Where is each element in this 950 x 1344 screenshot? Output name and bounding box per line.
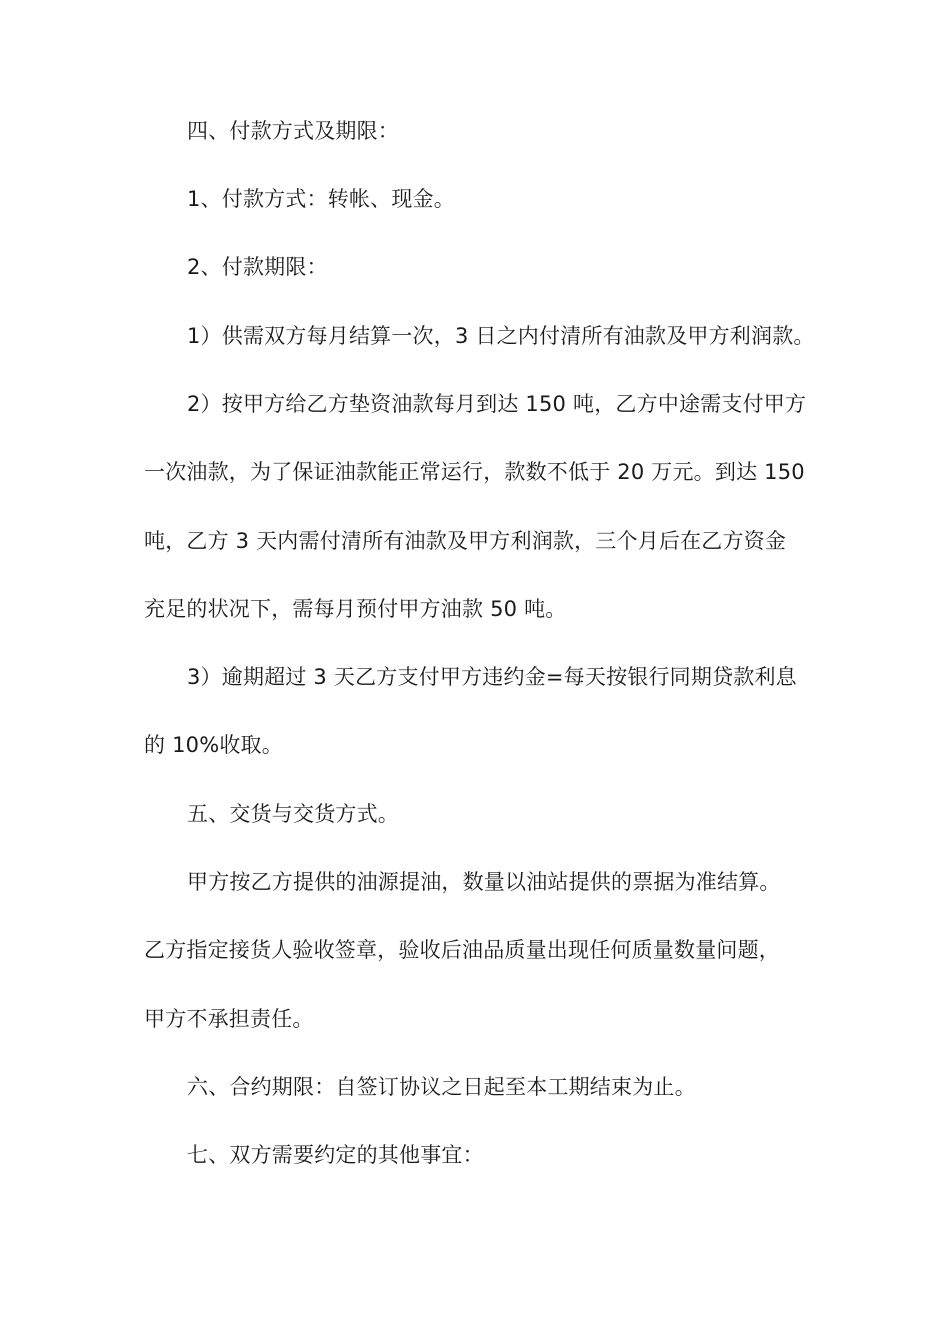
delivery-paragraph-line-2: 乙方指定接货人验收签章，验收后油品质量出现任何质量数量问题， [144,938,780,962]
payment-term-item-3-line-2: 的 10%收取。 [144,733,283,757]
payment-method: 1、付款方式：转帐、现金。 [187,187,455,211]
section-heading-delivery: 五、交货与交货方式。 [187,802,399,826]
delivery-paragraph-line-3: 甲方不承担责任。 [144,1007,314,1031]
delivery-paragraph-line-1: 甲方按乙方提供的油源提油，数量以油站提供的票据为准结算。 [187,870,781,894]
payment-term-item-2-line-2: 一次油款，为了保证油款能正常运行，款数不低于 20 万元。到达 150 [144,460,805,484]
payment-term-item-2-line-4: 充足的状况下，需每月预付甲方油款 50 吨。 [144,597,567,621]
payment-term-item-1: 1）供需双方每月结算一次，3 日之内付清所有油款及甲方利润款。 [187,324,815,348]
payment-term-item-2-line-1: 2）按甲方给乙方垫资油款每月到达 150 吨，乙方中途需支付甲方 [187,392,807,416]
section-heading-other-matters: 七、双方需要约定的其他事宜： [187,1143,484,1167]
section-heading-contract-term: 六、合约期限：自签订协议之日起至本工期结束为止。 [187,1075,696,1099]
payment-term-item-3-line-1: 3）逾期超过 3 天乙方支付甲方违约金=每天按银行同期贷款利息 [187,665,797,689]
payment-term-heading: 2、付款期限： [187,255,328,279]
section-heading-payment: 四、付款方式及期限： [187,119,399,143]
payment-term-item-2-line-3: 吨，乙方 3 天内需付清所有油款及甲方利润款，三个月后在乙方资金 [144,529,787,553]
